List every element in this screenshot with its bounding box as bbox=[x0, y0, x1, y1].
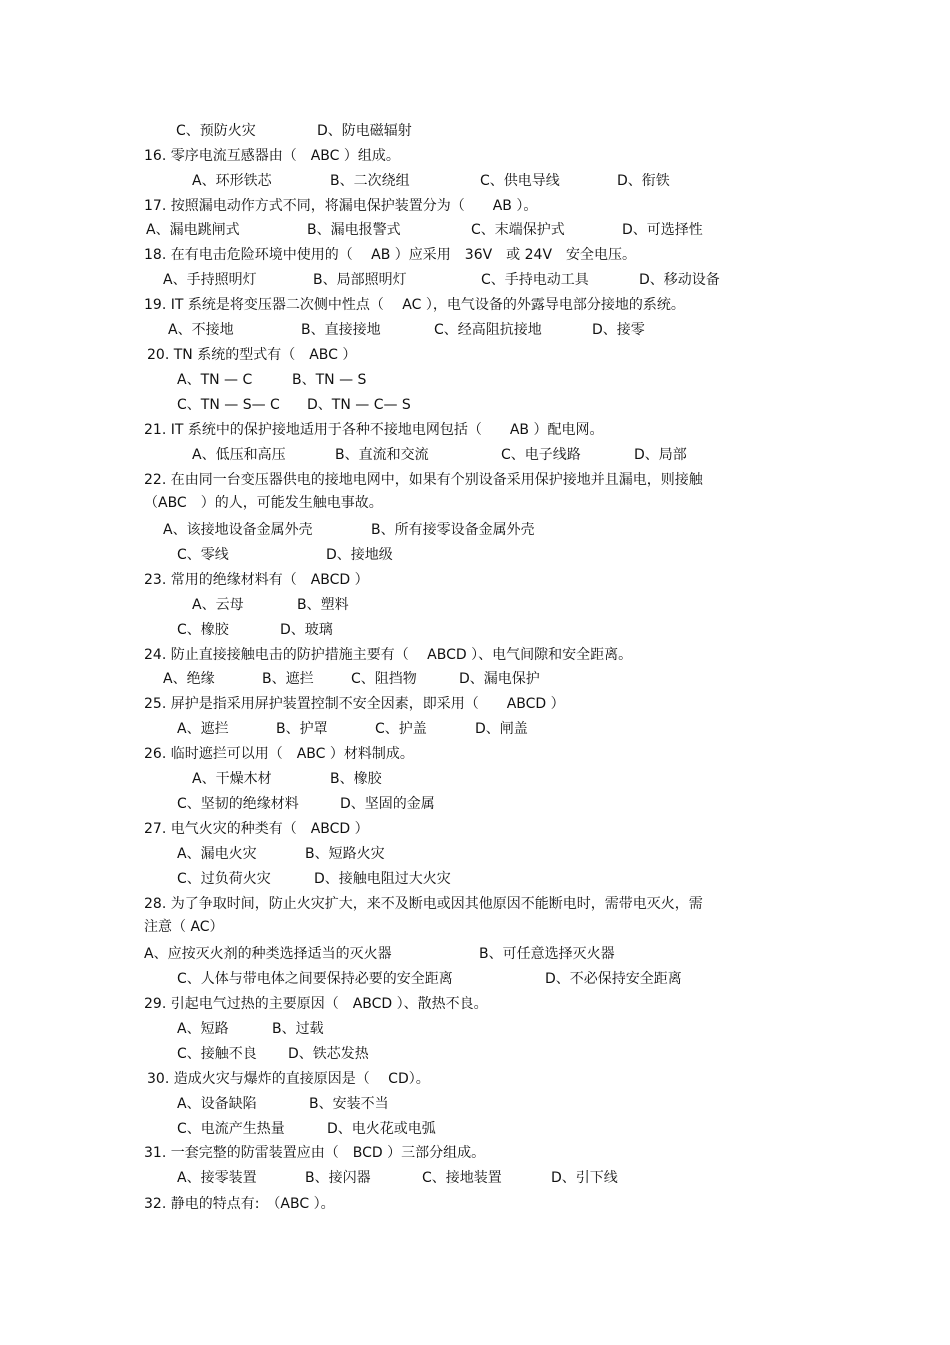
text-line: 19. IT 系统是将变压器二次侧中性点（ AC ），电气设备的外露导电部分接地的系统。 bbox=[144, 297, 685, 313]
text-line: D、衔铁 bbox=[617, 173, 670, 189]
text-line: 32. 静电的特点有: （ABC ）。 bbox=[144, 1196, 335, 1212]
text-line: 23. 常用的绝缘材料有（ ABCD ） bbox=[144, 572, 369, 588]
text-line: 17. 按照漏电动作方式不同，将漏电保护装置分为（ AB ）。 bbox=[144, 198, 538, 214]
text-line: B、塑料 bbox=[297, 597, 349, 613]
text-line: C、阻挡物 bbox=[351, 671, 417, 687]
text-line: C、供电导线 bbox=[480, 173, 560, 189]
text-line: C、零线 bbox=[177, 547, 229, 563]
text-line: 26. 临时遮拦可以用（ ABC ）材料制成。 bbox=[144, 746, 414, 762]
text-line: C、手持电动工具 bbox=[481, 272, 589, 288]
text-line: B、安装不当 bbox=[309, 1096, 389, 1112]
text-line: D、漏电保护 bbox=[459, 671, 540, 687]
text-line: C、接触不良 bbox=[177, 1046, 257, 1062]
text-line: D、电火花或电弧 bbox=[327, 1121, 436, 1137]
text-line: A、短路 bbox=[177, 1021, 229, 1037]
text-line: D、接地级 bbox=[326, 547, 393, 563]
text-line: C、末端保护式 bbox=[471, 222, 565, 238]
text-line: A、TN — C bbox=[177, 372, 253, 388]
text-line: D、可选择性 bbox=[622, 222, 703, 238]
text-line: C、电流产生热量 bbox=[177, 1121, 285, 1137]
text-line: B、所有接零设备金属外壳 bbox=[371, 522, 535, 538]
text-line: C、预防火灾 bbox=[176, 123, 256, 139]
text-line: C、电子线路 bbox=[501, 447, 581, 463]
text-line: C、接地装置 bbox=[422, 1170, 502, 1186]
text-line: B、短路火灾 bbox=[305, 846, 385, 862]
text-line: 22. 在由同一台变压器供电的接地电网中，如果有个别设备采用保护接地并且漏电，则接触 bbox=[144, 472, 703, 488]
text-line: A、漏电火灾 bbox=[177, 846, 257, 862]
text-line: D、接触电阻过大火灾 bbox=[314, 871, 451, 887]
text-line: B、直流和交流 bbox=[335, 447, 429, 463]
text-line: A、云母 bbox=[192, 597, 244, 613]
text-line: D、TN — C— S bbox=[307, 397, 411, 413]
text-line: D、引下线 bbox=[551, 1170, 618, 1186]
text-line: A、设备缺陷 bbox=[177, 1096, 257, 1112]
text-line: D、闸盖 bbox=[475, 721, 528, 737]
text-line: C、人体与带电体之间要保持必要的安全距离 bbox=[177, 971, 453, 987]
text-line: D、玻璃 bbox=[280, 622, 333, 638]
text-line: A、不接地 bbox=[168, 322, 234, 338]
text-line: C、橡胶 bbox=[177, 622, 229, 638]
text-line: B、护罩 bbox=[276, 721, 328, 737]
text-line: 25. 屏护是指采用屏护装置控制不安全因素，即采用（ ABCD ） bbox=[144, 696, 565, 712]
text-line: B、局部照明灯 bbox=[313, 272, 407, 288]
text-line: 注意（ AC） bbox=[144, 919, 224, 935]
text-line: B、直接接地 bbox=[301, 322, 381, 338]
text-line: A、绝缘 bbox=[163, 671, 215, 687]
text-line: B、橡胶 bbox=[330, 771, 382, 787]
text-line: （ABC ）的人，可能发生触电事故。 bbox=[144, 495, 383, 511]
text-line: 31. 一套完整的防雷装置应由（ BCD ）三部分组成。 bbox=[144, 1145, 486, 1161]
text-line: A、应按灭火剂的种类选择适当的灭火器 bbox=[144, 946, 392, 962]
text-line: B、漏电报警式 bbox=[307, 222, 401, 238]
text-line: C、坚韧的绝缘材料 bbox=[177, 796, 299, 812]
text-line: C、过负荷火灾 bbox=[177, 871, 271, 887]
text-line: D、接零 bbox=[592, 322, 645, 338]
text-line: 20. TN 系统的型式有（ ABC ） bbox=[147, 347, 357, 363]
text-line: B、二次绕组 bbox=[330, 173, 410, 189]
text-line: A、接零装置 bbox=[177, 1170, 257, 1186]
text-line: D、局部 bbox=[634, 447, 687, 463]
text-line: A、环形铁芯 bbox=[192, 173, 272, 189]
text-line: A、漏电跳闸式 bbox=[146, 222, 240, 238]
text-line: B、遮拦 bbox=[262, 671, 314, 687]
text-line: 29. 引起电气过热的主要原因（ ABCD ）、散热不良。 bbox=[144, 996, 488, 1012]
text-line: 21. IT 系统中的保护接地适用于各种不接地电网包括（ AB ）配电网。 bbox=[144, 422, 604, 438]
text-line: 18. 在有电击危险环境中使用的（ AB ）应采用 36V 或 24V 安全电压。 bbox=[144, 247, 637, 263]
text-line: C、护盖 bbox=[375, 721, 427, 737]
text-line: 30. 造成火灾与爆炸的直接原因是（ CD）。 bbox=[147, 1071, 430, 1087]
text-line: D、防电磁辐射 bbox=[317, 123, 412, 139]
text-line: C、TN — S— C bbox=[177, 397, 280, 413]
text-line: A、干燥木材 bbox=[192, 771, 272, 787]
text-line: D、坚固的金属 bbox=[340, 796, 435, 812]
text-line: A、低压和高压 bbox=[192, 447, 286, 463]
text-line: C、经高阻抗接地 bbox=[434, 322, 542, 338]
text-line: B、TN — S bbox=[292, 372, 367, 388]
text-line: A、手持照明灯 bbox=[163, 272, 257, 288]
text-line: A、遮拦 bbox=[177, 721, 229, 737]
text-line: D、不必保持安全距离 bbox=[545, 971, 682, 987]
text-line: D、铁芯发热 bbox=[288, 1046, 369, 1062]
text-line: B、接闪器 bbox=[305, 1170, 371, 1186]
text-line: 24. 防止直接接触电击的防护措施主要有（ ABCD ）、电气间隙和安全距离。 bbox=[144, 647, 633, 663]
text-line: D、移动设备 bbox=[639, 272, 720, 288]
text-line: A、该接地设备金属外壳 bbox=[163, 522, 313, 538]
text-line: B、过载 bbox=[272, 1021, 324, 1037]
text-line: 27. 电气火灾的种类有（ ABCD ） bbox=[144, 821, 369, 837]
text-line: 28. 为了争取时间，防止火灾扩大，来不及断电或因其他原因不能断电时，需带电灭火，需 bbox=[144, 896, 703, 912]
text-line: 16. 零序电流互感器由（ ABC ）组成。 bbox=[144, 148, 400, 164]
text-line: B、可任意选择灭火器 bbox=[479, 946, 615, 962]
